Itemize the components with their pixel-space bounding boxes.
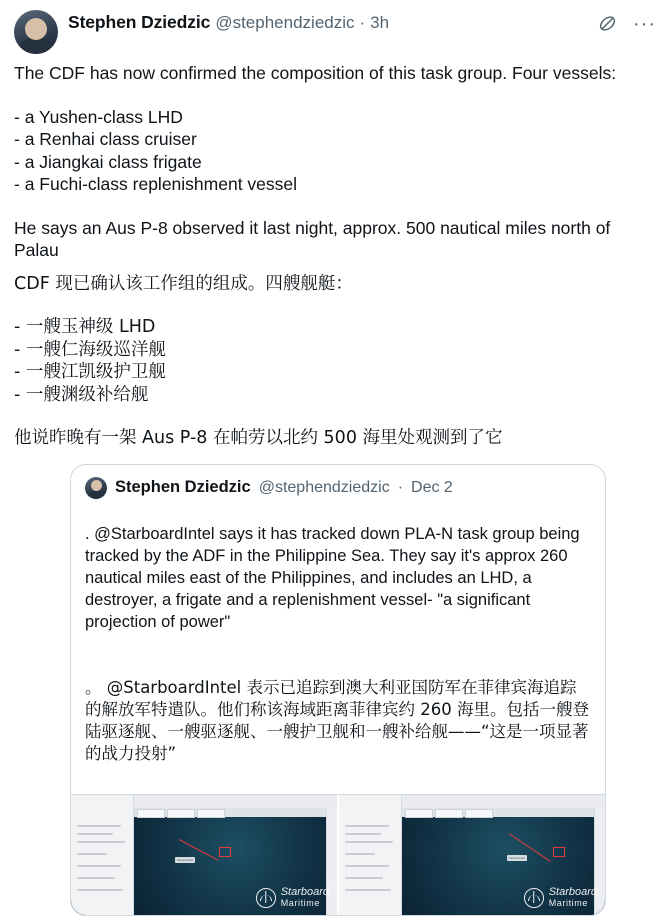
tweet-paragraph-2: He says an Aus P-8 observed it last night, approx. 500 nautical miles north of Palau	[14, 217, 611, 260]
quoted-tweet-body	[71, 499, 605, 794]
sidebar-row	[77, 841, 125, 843]
sidebar-row	[345, 865, 389, 867]
map-label: Vessel track	[177, 857, 194, 862]
quoted-author-handle: @stephendziedzic	[258, 478, 390, 496]
quoted-avatar[interactable]	[85, 477, 107, 499]
watermark-line-1: Starboard	[548, 885, 597, 898]
sidebar-row	[345, 877, 383, 879]
sidebar-row	[77, 825, 121, 827]
vessel-list-item-zh: - 一艘仁海级巡洋舰	[14, 339, 166, 360]
starboard-logo-icon	[256, 888, 276, 908]
tweet-header-actions	[598, 10, 656, 33]
quoted-separator-dot: ·	[397, 478, 404, 496]
quoted-paragraph-zh: 。 @StarboardIntel 表示已追踪到澳大利亚国防军在菲律宾海追踪的解放军特遣队。他们称该海域距离菲律宾约 260 海里。包括一艘登陆驱逐舰、一艘驱逐舰、一艘护卫舰和一艘补给舰——“这是一项显著的战力投射”	[85, 678, 589, 763]
tweet-paragraph-1: The CDF has now confirmed the composition of this task group. Four vessels:	[14, 63, 617, 83]
sidebar-row	[345, 853, 375, 855]
map-tab[interactable]	[167, 809, 195, 818]
map-tab-row	[133, 808, 327, 817]
vessel-list-item: - a Yushen-class LHD	[14, 106, 183, 127]
map-tab[interactable]	[405, 809, 433, 818]
quoted-tweet-header	[71, 465, 605, 499]
watermark-text	[281, 887, 329, 909]
sidebar-row	[77, 853, 107, 855]
quoted-paragraph-en: . @StarboardIntel says it has tracked down PLA-N task group being tracked by the ADF in the Philippine Sea. They say it's approx 260 nautical miles east of the Philippines, and includes an LHD, a destroyer, a frigate and a replenishment vessel- "a significant projection of power"	[85, 525, 580, 631]
tweet-paragraph-3-zh: CDF 现已确认该工作组的组成。四艘舰艇：	[14, 273, 353, 294]
vessel-list-item-zh: - 一艘玉神级 LHD	[14, 317, 156, 337]
starboard-logo-icon	[524, 888, 544, 908]
author-handle[interactable]: @stephendziedzic	[215, 13, 355, 32]
spacer	[14, 196, 656, 217]
map-tab[interactable]	[197, 809, 225, 818]
sidebar-row	[345, 833, 381, 835]
quoted-timestamp: Dec 2	[411, 478, 453, 496]
quoted-tweet-card[interactable]	[70, 464, 606, 916]
sidebar-row	[77, 889, 123, 891]
spacer	[14, 262, 656, 273]
tweet-paragraph-4-zh: 他说昨晚有一架 Aus P-8 在帕劳以北约 500 海里处观测到了它	[14, 428, 503, 448]
sidebar-row	[345, 825, 389, 827]
map-sidebar[interactable]	[71, 795, 134, 915]
grok-icon[interactable]	[598, 14, 617, 33]
avatar[interactable]	[14, 10, 58, 54]
map-tab-row	[401, 808, 595, 817]
vessel-marker	[553, 847, 565, 857]
media-image-left[interactable]	[71, 795, 337, 915]
sidebar-row	[77, 865, 121, 867]
vessel-list-item: - a Fuchi-class replenishment vessel	[14, 174, 298, 194]
map-tab[interactable]	[465, 809, 493, 818]
quoted-author-display-name: Stephen Dziedzic	[115, 478, 251, 496]
map-label: Vessel track	[509, 855, 526, 860]
spacer	[85, 650, 591, 661]
tweet-body	[14, 62, 656, 450]
tweet-timestamp[interactable]: 3h	[370, 13, 390, 32]
author-display-name[interactable]: Stephen Dziedzic	[68, 12, 211, 32]
vessel-marker	[219, 847, 231, 857]
tweet-header	[14, 10, 656, 54]
vessel-list-item: - a Jiangkai class frigate	[14, 151, 202, 172]
map-sidebar[interactable]	[339, 795, 402, 915]
vessel-list-item: - a Renhai class cruiser	[14, 129, 197, 149]
spacer	[14, 85, 656, 106]
watermark-line-2: Maritime	[548, 897, 588, 908]
watermark-line-2: Maritime	[280, 897, 320, 908]
starboard-watermark-left	[256, 887, 329, 909]
spacer	[14, 295, 656, 316]
watermark-text	[549, 887, 597, 909]
sidebar-row	[345, 889, 391, 891]
map-tab[interactable]	[435, 809, 463, 818]
sidebar-row	[345, 841, 393, 843]
starboard-watermark-right	[524, 887, 597, 909]
spacer	[14, 406, 656, 427]
sidebar-row	[77, 833, 113, 835]
watermark-line-1: Starboard	[280, 885, 329, 898]
sidebar-row	[77, 877, 115, 879]
vessel-list-item-zh: - 一艘江凯级护卫舰	[14, 362, 166, 382]
author-row	[68, 10, 588, 33]
more-options-icon[interactable]: ···	[633, 12, 656, 35]
map-tab[interactable]	[137, 809, 165, 818]
quoted-media-grid[interactable]	[71, 794, 605, 915]
vessel-list-item-zh: - 一艘渊级补给舰	[14, 384, 149, 405]
separator-dot: ·	[359, 13, 366, 32]
media-image-right[interactable]	[337, 795, 605, 915]
